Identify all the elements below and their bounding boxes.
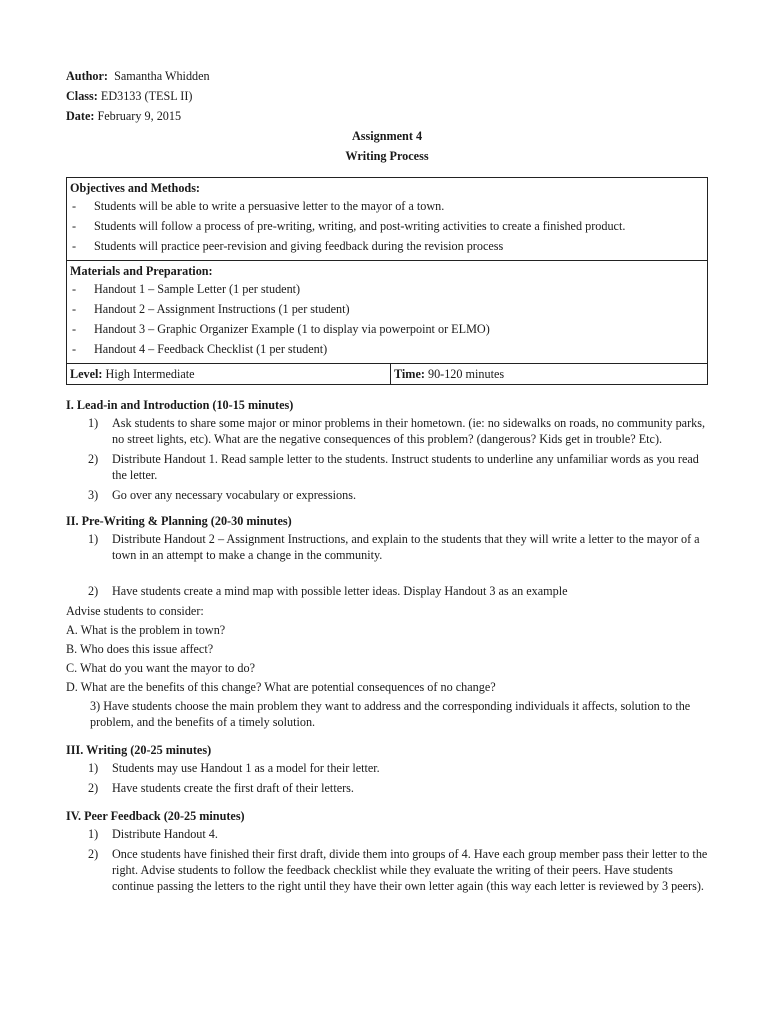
level-label: Level: [70, 367, 103, 381]
bullet-dash: - [72, 219, 77, 233]
lesson-plan-page [66, 68, 708, 894]
lesson-overview-table [66, 177, 708, 385]
document-subtitle: Writing Process [345, 149, 429, 163]
bullet-dash: - [72, 199, 77, 213]
document-title: Assignment 4 [351, 129, 423, 143]
objectives-cell [67, 178, 708, 261]
section-heading: I. Lead-in and Introduction (10-15 minutes) [66, 398, 294, 412]
date-line [66, 108, 708, 128]
section-heading: II. Pre-Writing & Planning (20-30 minutes) [66, 514, 292, 528]
bullet-dash: - [72, 239, 77, 253]
list-item: 3) Have students choose the main problem they want to address and the corresponding individuals it affects, solution to the problem, and the benefits of a timely solution. [90, 699, 691, 729]
class-label: Class: [66, 89, 98, 103]
time-cell [391, 364, 708, 385]
material-item: - Handout 1 – Sample Letter (1 per student) [72, 282, 301, 296]
materials-cell [67, 261, 708, 364]
date-value: February 9, 2015 [97, 109, 182, 123]
question-b: B. Who does this issue affect? [66, 642, 214, 656]
material-item: - Handout 4 – Feedback Checklist (1 per student) [72, 342, 328, 356]
date-label: Date: [66, 109, 95, 123]
list-item: 3) Go over any necessary vocabulary or expressions. [88, 488, 357, 502]
section-heading: III. Writing (20-25 minutes) [66, 743, 212, 757]
time-label: Time: [394, 367, 425, 381]
list-item: 2) Have students create a mind map with possible letter ideas. Display Handout 3 as an example [88, 584, 568, 598]
list-item: 2) Once students have finished their first draft, divide them into groups of 4. Have each group member pass their letter to the right. Advise students to follow the feedback checklist while they evaluate the writing of their peers. Have students continue passing the letters to the right until they have their own letter again (this way each letter is reviewed by 3 peers). [88, 847, 708, 893]
class-line [66, 88, 708, 108]
objective-item: - Students will be able to write a persuasive letter to the mayor of a town. [72, 199, 445, 213]
question-d: D. What are the benefits of this change? What are potential consequences of no change? [66, 680, 496, 694]
author-value: Samantha Whidden [114, 69, 210, 83]
author-line [66, 68, 708, 88]
objectives-heading: Objectives and Methods: [70, 181, 200, 195]
list-item: 1) Distribute Handout 4. [88, 827, 218, 841]
section-heading: IV. Peer Feedback (20-25 minutes) [66, 809, 245, 823]
list-item: 1) Ask students to share some major or minor problems in their hometown. (ie: no sidewalks on roads, no community parks, no street lights, etc). What are the negative consequences of this problem? (dangerous? Kids get in trouble? Etc). [88, 416, 706, 446]
list-item: 1) Distribute Handout 2 – Assignment Instructions, and explain to the students that they will write a letter to the mayor of a town in an attempt to make a change in the community. [88, 532, 700, 562]
material-item: - Handout 2 – Assignment Instructions (1 per student) [72, 302, 350, 316]
question-a: A. What is the problem in town? [66, 623, 226, 637]
list-item: 2) Have students create the first draft of their letters. [88, 781, 354, 795]
objective-item: - Students will practice peer-revision and giving feedback during the revision process [72, 239, 504, 253]
author-label: Author: [66, 69, 108, 83]
question-c: C. What do you want the mayor to do? [66, 661, 255, 675]
objective-item: - Students will follow a process of pre-writing, writing, and post-writing activities to create a finished product. [72, 219, 626, 233]
level-cell [67, 364, 391, 385]
advise-text: Advise students to consider: [66, 604, 204, 618]
materials-heading: Materials and Preparation: [70, 264, 213, 278]
bullet-dash: - [72, 302, 77, 316]
level-value: High Intermediate [105, 367, 195, 381]
bullet-dash: - [72, 342, 77, 356]
list-item: 1) Students may use Handout 1 as a model for their letter. [88, 761, 380, 775]
bullet-dash: - [72, 322, 77, 336]
time-value: 90-120 minutes [427, 367, 505, 381]
bullet-dash: - [72, 282, 77, 296]
material-item: - Handout 3 – Graphic Organizer Example (1 to display via powerpoint or ELMO) [72, 322, 490, 336]
class-value: ED3133 (TESL II) [100, 89, 193, 103]
list-item: 2) Distribute Handout 1. Read sample letter to the students. Instruct students to underline any unfamiliar words as you read the letter. [88, 452, 699, 482]
